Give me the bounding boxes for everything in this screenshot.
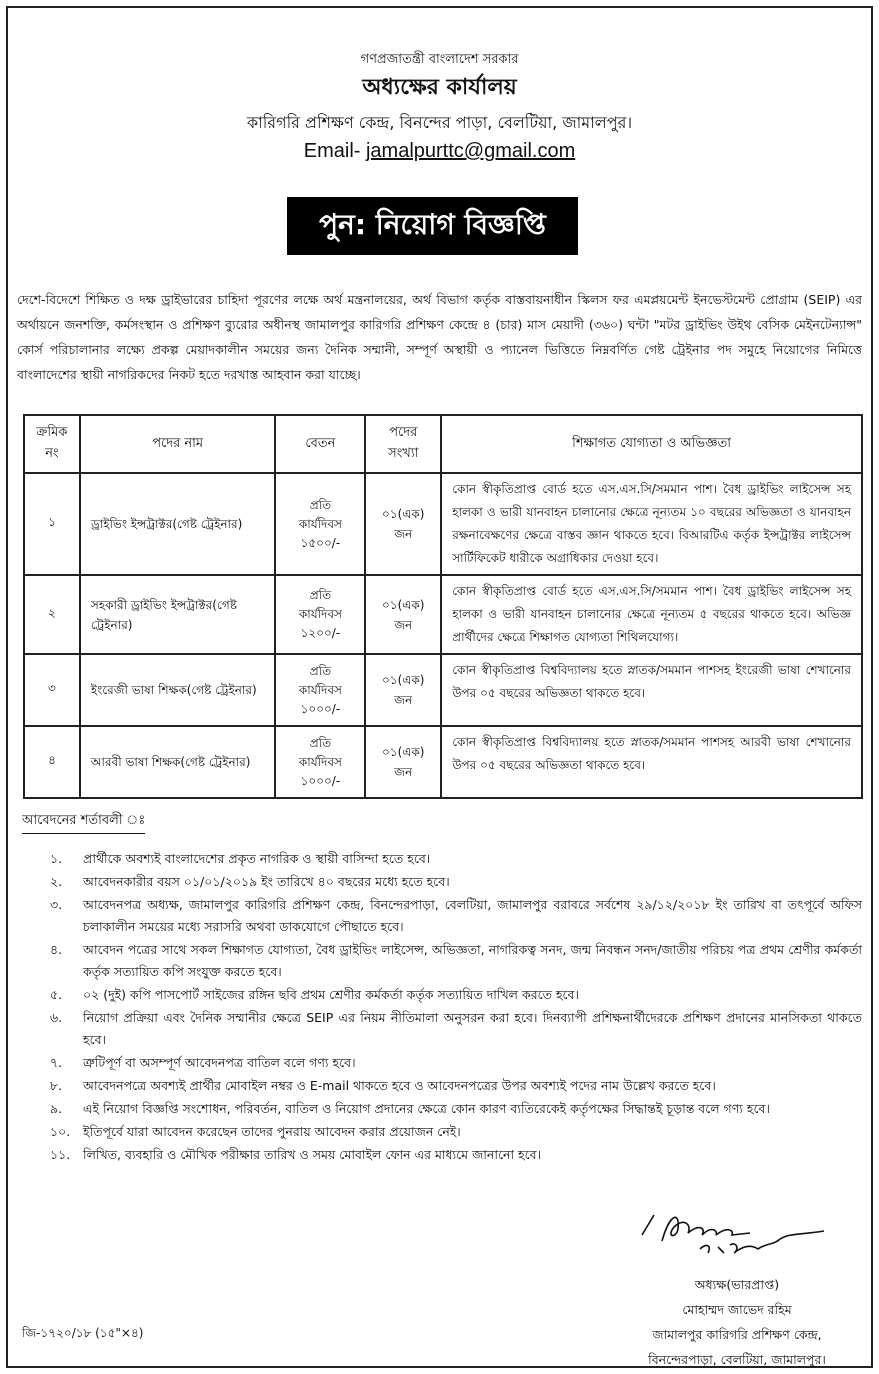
condition-item: ৫. ০২ (দুই) কপি পাসপোর্ট সাইজের রঙ্গিন ছবি প্রথম শ্রেণীর কর্মকর্তা কর্তৃক সত্যায়িত দাখিল করতে হবে। <box>50 987 579 1002</box>
row-qualification: কোন স্বীকৃতিপ্রাপ্ত বোর্ড হতে এস.এস.সি/সমমান পাশ। বৈধ ড্রাইভিং লাইসেন্স সহ হালকা ও ভারী যানবাহন চালানোর ক্ষেত্রে নূন্যতম ৫ বছরের থাকতে হবে। অভিজ্ঞ প্রার্থীদের ক্ষেত্রে শিক্ষাগত যোগ্যতা শিথিলযোগ্য। <box>441 575 862 654</box>
handwritten-signature <box>640 1205 830 1260</box>
table-row <box>24 473 862 575</box>
posts-table <box>23 414 863 799</box>
header-post: পদের নাম <box>80 415 276 473</box>
row-qualification: কোন স্বীকৃতিপ্রাপ্ত বিশ্ববিদ্যালয় হতে স্নাতক/সমমান পাশসহ আরবী ভাষা শেখানোর উপর ০৫ বছরের অভিজ্ঞতা থাকতে হবে। <box>441 726 862 798</box>
email-address: jamalpurttc@gmail.com <box>365 140 576 162</box>
table-row <box>24 575 862 654</box>
reference-code: জি-১৭২০/১৮ (১৫"×৪) <box>22 1326 144 1340</box>
intro-paragraph: দেশে-বিদেশে শিক্ষিত ও দক্ষ ড্রাইভারের চাহিদা পূরণের লক্ষে অর্থ মন্ত্রনালয়ের, অর্থ বিভাগ কর্তৃক বাস্তবায়নাধীন স্কিলস ফর এমপ্লয়মেন্ট ইনভেস্টমেন্ট প্রোগ্রাম (SEIP) এর অর্থায়নে জনশক্তি, কর্মসংস্থান ও প্রশিক্ষণ ব্যুরোর অধীনস্থ জামালপুর কারিগরি প্রশিক্ষণ কেন্দ্রে ৪ (চার) মাস মেয়াদী (৩৬০) ঘন্টা "মটর ড্রাইভিং উইথ বেসিক মেইনটেন্যান্স" কোর্স পরিচালানার লক্ষ্যে প্রকল্প মেয়াদকালীন সময়ের জন্য দৈনিক সম্মানী, সম্পূর্ণ অস্থায়ী ও প্যানেল ভিত্তিতে নিম্নবর্ণিত গেষ্ট ট্রেইনার পদ সমুহে নিয়োগের নিমিত্তে বাংলাদেশের স্থায়ী নাগরিকদের নিকট হতে দরখাস্ত আহবান করা যাচ্ছে। <box>17 292 862 382</box>
row-salary: প্রতি কার্যদিবস ১০০০/- <box>275 654 365 726</box>
row-salary: প্রতি কার্যদিবস ১৫০০/- <box>275 473 365 575</box>
row-post: ড্রাইভিং ইন্সট্রাক্টর(গেষ্ট ট্রেইনার) <box>80 473 276 575</box>
condition-item: ১০. ইতিপূর্বে যারা আবেদন করেছেন তাদের পুনরায় আবেদন করার প্রয়োজন নেই। <box>50 1124 461 1139</box>
signatory-name: মোহাম্মদ জাভেদ রহিম <box>682 1302 792 1317</box>
condition-item: ৪. আবেদন পত্রের সাথে সকল শিক্ষাগত যোগ্যতা, বৈধ ড্রাইভিং লাইসেন্স, অভিজ্ঞতা, নাগরিকত্ব সনদ, জন্ম নিবন্ধন সনদ/জাতীয় পরিচয় পত্র প্রথম শ্রেণীর কর্মকর্তা কর্তৃক সত্যায়িত কপি সংযুক্ত করতে হবে। <box>50 942 862 979</box>
office-title: অধ্যক্ষের কার্যালয় <box>362 75 517 100</box>
conditions-title: আবেদনের শর্তাবলী ঃ <box>22 811 145 834</box>
row-serial: ২ <box>24 575 80 654</box>
signatory-designation: অধ্যক্ষ(ভারপ্রাপ্ত) <box>694 1277 780 1292</box>
signatory-institute: জামালপুর কারিগরি প্রশিক্ষণ কেন্দ্র, <box>652 1327 822 1342</box>
row-salary: প্রতি কার্যদিবস ১০০০/- <box>275 726 365 798</box>
condition-item: ৮. আবেদনপত্রে অবশ্যই প্রার্থীর মোবাইল নম্বর ও E-mail থাকতে হবে ও আবেদনপত্রের উপর অবশ্যই পদের নাম উল্লেখ করতে হবে। <box>50 1078 716 1093</box>
condition-item: ২. আবেদনকারীর বয়স ০১/০১/২০১৯ ইং তারিখে ৪০ বছরের মধ্যে হতে হবে। <box>50 874 450 889</box>
header-serial: ক্রমিক নং <box>24 415 80 473</box>
row-qualification: কোন স্বীকৃতিপ্রাপ্ত বোর্ড হতে এস.এস.সি/সমমান পাশ। বৈধ ড্রাইভিং লাইসেন্স সহ হালকা ও ভারী যানবাহন চালানোর ক্ষেত্রে নূন্যতম ১০ বছরের অভিজ্ঞতা ও যানবাহন রক্ষনাবেক্ষণের ক্ষেত্রে বাস্তব জ্ঞান থাকতে হবে। বিআরটিএ কর্তৃক ইন্সট্রাক্টর লাইসেন্স সার্টিফিকেট ধারীকে অগ্রাধিকার দেওয়া হবে। <box>441 473 862 575</box>
header-count: পদের সংখ্যা <box>365 415 441 473</box>
notice-banner: পুন: নিয়োগ বিজ্ঞপ্তি <box>287 197 578 255</box>
header-salary: বেতন <box>275 415 365 473</box>
email-line <box>0 140 879 163</box>
condition-item: ৬. নিয়োগ প্রক্রিয়া এবং দৈনিক সম্মানীর ক্ষেত্রে SEIP এর নিয়ম নীতিমালা অনুসরন করা হবে। দিনব্যাপী প্রশিক্ষনার্থীদেরকে প্রশিক্ষণ প্রদানের মানসিকতা থাকতে হবে। <box>50 1010 862 1047</box>
table-row <box>24 654 862 726</box>
conditions-list <box>50 848 862 1167</box>
row-serial: ৩ <box>24 654 80 726</box>
row-post: ইংরেজী ভাষা শিক্ষক(গেষ্ট ট্রেইনার) <box>80 654 276 726</box>
condition-item: ৭. ত্রুটিপূর্ণ বা অসম্পূর্ণ আবেদনপত্র বাতিল বলে গণ্য হবে। <box>50 1055 356 1070</box>
table-header-row <box>24 415 862 473</box>
row-count: ০১(এক) জন <box>365 575 441 654</box>
row-serial: ৪ <box>24 726 80 798</box>
signatory-place: বিনন্দেরপাড়া, বেলটিয়া, জামালপুর। <box>648 1352 826 1367</box>
header-qualification: শিক্ষাগত যোগ্যতা ও অভিজ্ঞতা <box>441 415 862 473</box>
condition-item: ৩. আবেদনপত্র অধ্যক্ষ, জামালপুর কারিগরি প্রশিক্ষণ কেন্দ্র, বিনন্দেরপাড়া, বেলটিয়া, জামালপুর বরাবরে সর্বশেষ ২৯/১২/২০১৮ ইং তারিখ বা তৎপূর্বে অফিস চলাকালীন সময়ের মধ্যে সরাসরি অথবা ডাকযোগে পৌছাতে হবে। <box>50 897 862 934</box>
condition-item: ৯. এই নিয়োগ বিজ্ঞপ্তি সংশোধন, পরিবর্তন, বাতিল ও নিয়োগ প্রদানের ক্ষেত্রে কোন কারণ ব্যতিরেকেই কর্তৃপক্ষের সিদ্ধান্তই চূড়ান্ত বলে গণ্য হবে। <box>50 1101 770 1116</box>
row-serial: ১ <box>24 473 80 575</box>
government-title: গণপ্রজাতন্ত্রী বাংলাদেশ সরকার <box>360 52 519 67</box>
row-post: সহকারী ড্রাইভিং ইন্সট্রাক্টর(গেষ্ট ট্রেইনার) <box>80 575 276 654</box>
row-post: আরবী ভাষা শিক্ষক(গেষ্ট ট্রেইনার) <box>80 726 276 798</box>
email-label: Email- <box>303 140 366 162</box>
row-qualification: কোন স্বীকৃতিপ্রাপ্ত বিশ্ববিদ্যালয় হতে স্নাতক/সমমান পাশসহ ইংরেজী ভাষা শেখানোর উপর ০৫ বছরের অভিজ্ঞতা থাকতে হবে। <box>441 654 862 726</box>
signature-block <box>607 1272 867 1372</box>
office-address: কারিগরি প্রশিক্ষণ কেন্দ্র, বিনন্দের পাড়া, বেলটিয়া, জামালপুর। <box>246 113 633 132</box>
row-count: ০১(এক) জন <box>365 726 441 798</box>
row-salary: প্রতি কার্যদিবস ১২০০/- <box>275 575 365 654</box>
table-row <box>24 726 862 798</box>
row-count: ০১(এক) জন <box>365 654 441 726</box>
condition-item: ১১. লিখিত, ব্যবহারি ও মৌখিক পরীক্ষার তারিখ ও সময় মোবাইল ফোন এর মাধ্যমে জানানো হবে। <box>50 1147 542 1162</box>
row-count: ০১(এক) জন <box>365 473 441 575</box>
condition-item: ১. প্রার্থীকে অবশ্যই বাংলাদেশের প্রকৃত নাগরিক ও স্থায়ী বাসিন্দা হতে হবে। <box>50 851 431 866</box>
